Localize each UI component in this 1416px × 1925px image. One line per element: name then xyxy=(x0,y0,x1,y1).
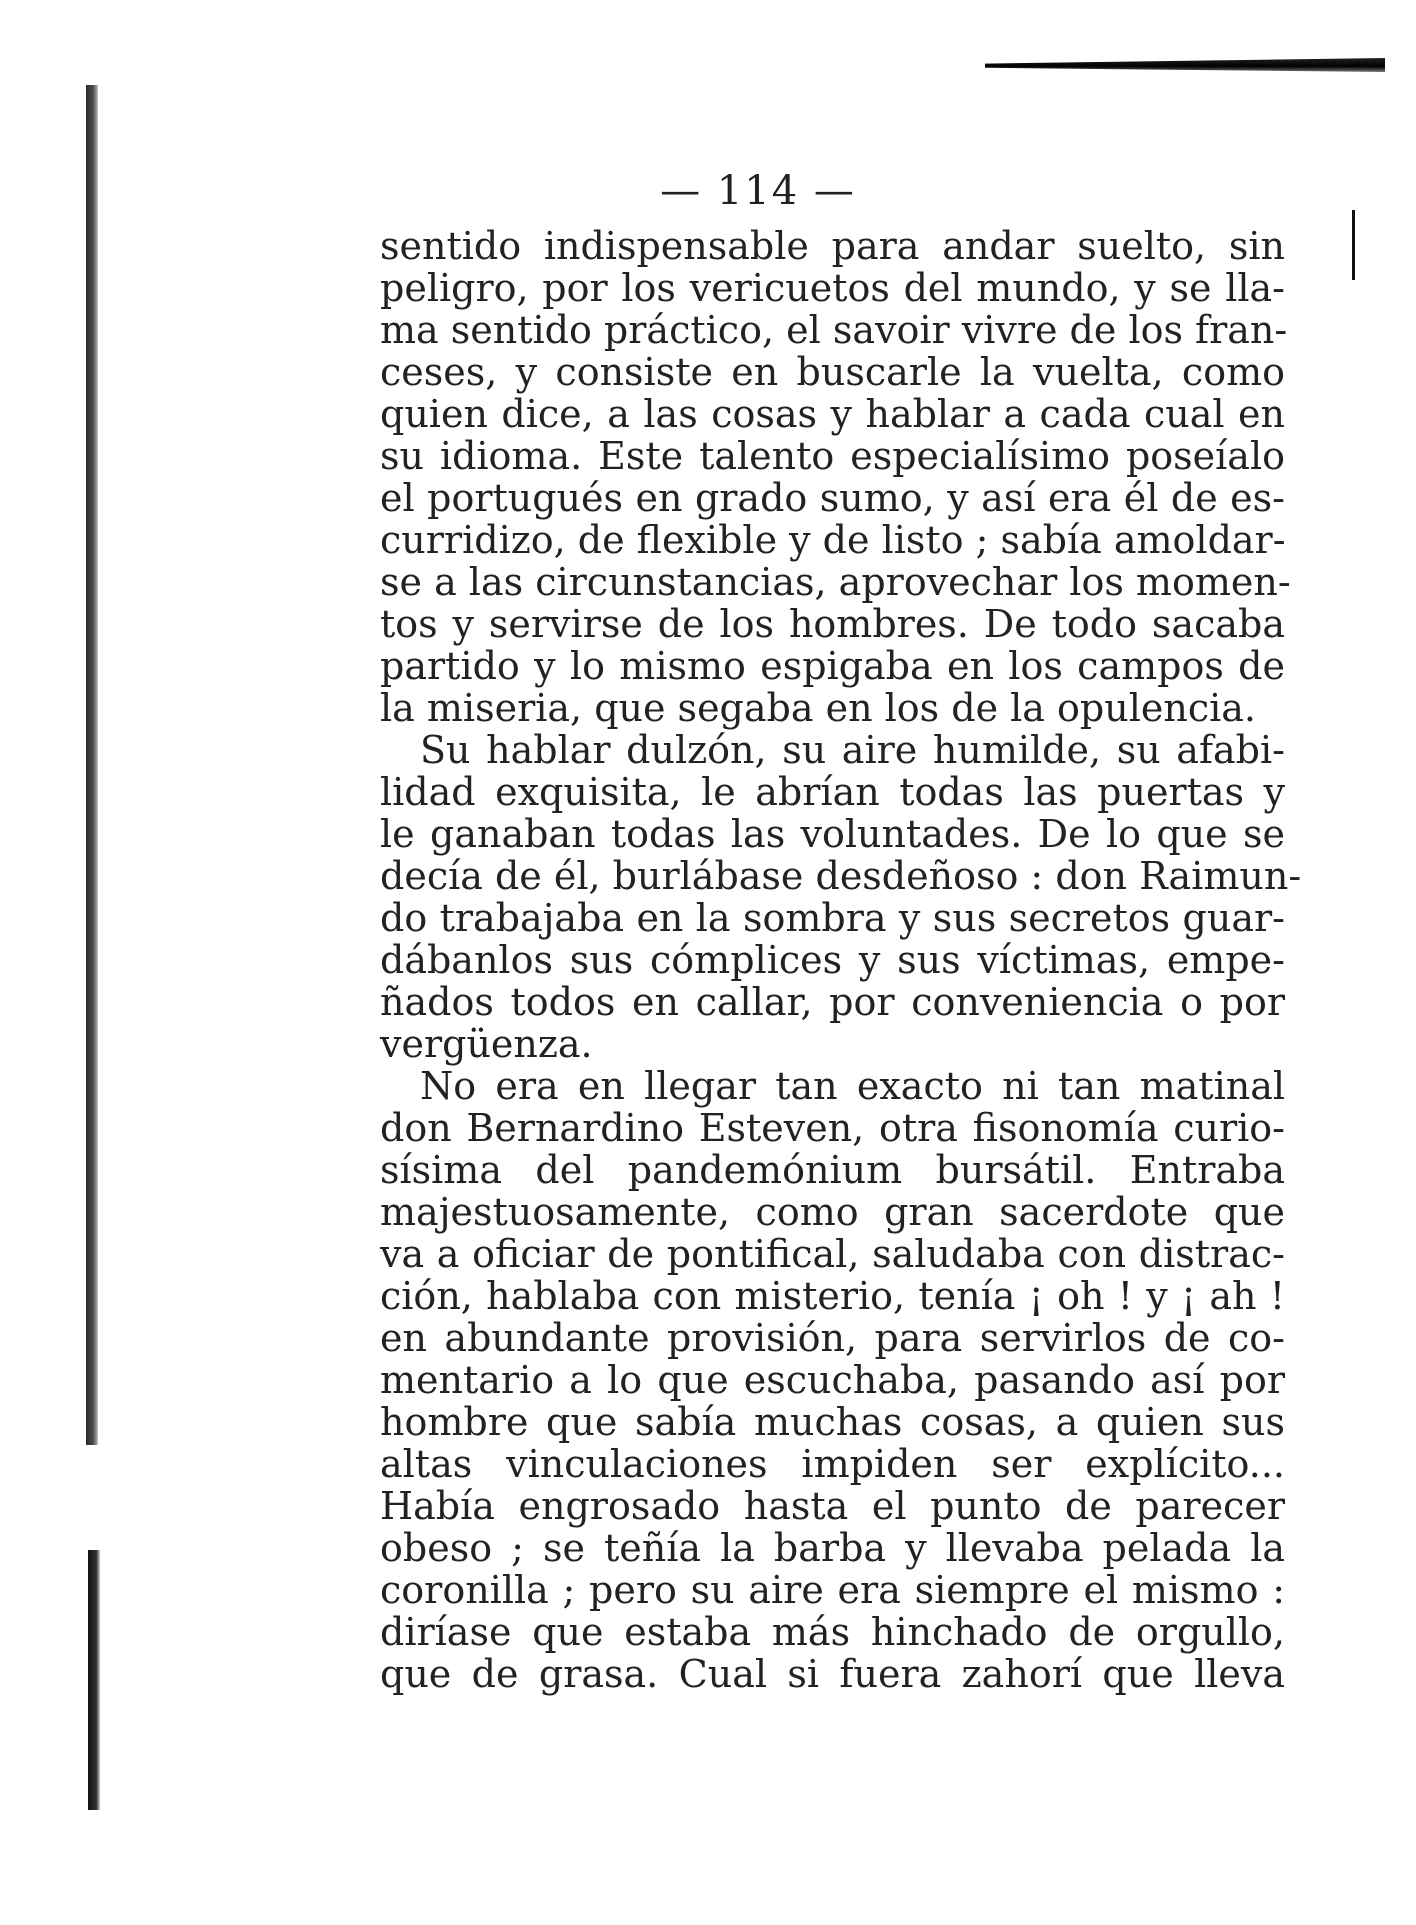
scan-edge-right xyxy=(1352,210,1355,280)
text-line: hombre que sabía muchas cosas, a quien sus xyxy=(380,1400,1285,1444)
text-line: vergüenza. xyxy=(380,1022,593,1066)
text-line: sísima del pandemónium bursátil. Entraba xyxy=(380,1148,1285,1192)
text-line: do trabajaba en la sombra y sus secretos guar- xyxy=(380,896,1285,940)
text-line: diríase que estaba más hinchado de orgullo, xyxy=(380,1610,1285,1654)
text-line: sentido indispensable para andar suelto, sin xyxy=(380,224,1285,268)
text-line: quien dice, a las cosas y hablar a cada cual en xyxy=(380,392,1285,436)
text-line: va a oficiar de pontifical, saludaba con distrac- xyxy=(380,1232,1285,1276)
text-line: el portugués en grado sumo, y así era él de es- xyxy=(380,476,1285,520)
text-line: le ganaban todas las voluntades. De lo que se xyxy=(380,812,1285,856)
scan-edge-left-lower xyxy=(88,1550,100,1810)
text-line: ceses, y consiste en buscarle la vuelta, como xyxy=(380,350,1285,394)
text-line: ñados todos en callar, por conveniencia o por xyxy=(380,980,1285,1024)
scan-edge-top xyxy=(985,58,1385,72)
scan-edge-left xyxy=(86,85,98,1445)
text-line: ma sentido práctico, el savoir vivre de los fran- xyxy=(380,308,1288,352)
text-line: en abundante provisión, para servirlos de co- xyxy=(380,1316,1285,1360)
page-number: — 114 — xyxy=(660,168,856,214)
text-line: majestuosamente, como gran sacerdote que xyxy=(380,1190,1285,1234)
text-line: peligro, por los vericuetos del mundo, y se lla- xyxy=(380,266,1285,310)
text-line: mentario a lo que escuchaba, pasando así por xyxy=(380,1358,1285,1402)
text-line: su idioma. Este talento especialísimo poseíalo xyxy=(380,434,1285,478)
text-line: dábanlos sus cómplices y sus víctimas, empe- xyxy=(380,938,1285,982)
text-line: No era en llegar tan exacto ni tan matinal xyxy=(420,1064,1285,1108)
text-line: altas vinculaciones impiden ser explícito... xyxy=(380,1442,1285,1486)
text-line: partido y lo mismo espigaba en los campos de xyxy=(380,644,1285,688)
text-line: Había engrosado hasta el punto de parecer xyxy=(380,1484,1285,1528)
text-line: que de grasa. Cual si fuera zahorí que lleva xyxy=(380,1652,1285,1696)
text-line: ción, hablaba con misterio, tenía ¡ oh ! y ¡ ah ! xyxy=(380,1274,1285,1318)
text-line: curridizo, de flexible y de listo ; sabía amoldar- xyxy=(380,518,1286,562)
text-line: decía de él, burlábase desdeñoso : don Raimun- xyxy=(380,854,1302,898)
text-line: obeso ; se teñía la barba y llevaba pelada la xyxy=(380,1526,1285,1570)
text-line: don Bernardino Esteven, otra fisonomía curio- xyxy=(380,1106,1285,1150)
text-line: tos y servirse de los hombres. De todo sacaba xyxy=(380,602,1285,646)
text-line: coronilla ; pero su aire era siempre el mismo : xyxy=(380,1568,1285,1612)
text-line: se a las circunstancias, aprovechar los momen- xyxy=(380,560,1291,604)
text-line: Su hablar dulzón, su aire humilde, su afabi- xyxy=(420,728,1285,772)
body-text xyxy=(380,224,1302,1696)
text-line: la miseria, que segaba en los de la opulencia. xyxy=(380,686,1256,730)
text-line: lidad exquisita, le abrían todas las puertas y xyxy=(380,770,1285,814)
